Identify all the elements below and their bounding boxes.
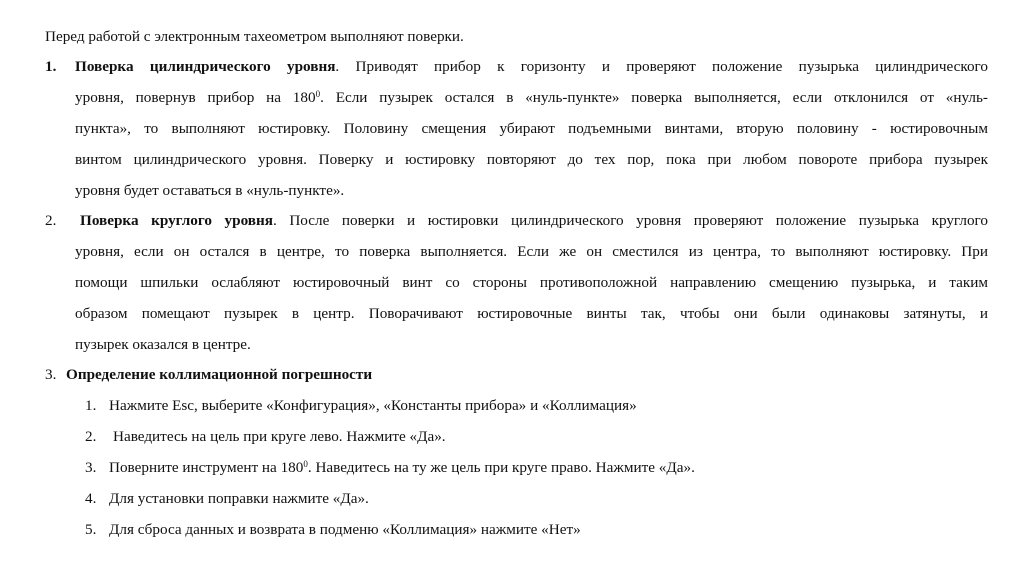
item2-line5: пузырек оказался в центре. xyxy=(75,336,251,353)
step3-sup: 0 xyxy=(303,459,308,469)
step2-text: Наведитесь на цель при круге лево. Нажмите «Да». xyxy=(113,428,446,445)
step5-text: Для сброса данных и возврата в подменю «Коллимация» нажмите «Нет» xyxy=(109,521,581,538)
item1-title: Поверка цилиндрического уровня xyxy=(75,58,336,75)
step1-text: Нажмите Esc, выберите «Конфигурация», «Константы прибора» и «Коллимация» xyxy=(109,397,637,414)
item1-line4: винтом цилиндрического уровня. Поверку и юстировку повторяют до тех пор, пока при любом повороте прибора пузырек xyxy=(75,151,988,168)
step3-number: 3. xyxy=(85,459,97,476)
item1-line2-sup: 0 xyxy=(315,89,321,99)
item1-line3: пункта», то выполняют юстировку. Половину смещения убирают подъемными винтами, вторую половину - юстировочным xyxy=(75,120,988,137)
item1-line2 xyxy=(75,88,988,108)
item3-title xyxy=(66,365,372,385)
item2-line1 xyxy=(80,211,988,231)
item2-title: Поверка круглого уровня xyxy=(80,212,273,229)
step4-text: Для установки поправки нажмите «Да». xyxy=(109,490,369,507)
item1-line2-post: . Если пузырек остался в «нуль-пункте» поверка выполняется, если отклонился от «нуль- xyxy=(320,89,988,106)
item1-line1 xyxy=(75,57,988,77)
item1-line2-pre: уровня, повернув прибор на 180 xyxy=(75,89,316,106)
step2-number: 2. xyxy=(85,428,97,445)
intro-text: Перед работой с электронным тахеометром выполняют поверки. xyxy=(45,28,464,45)
item2-number: 2. xyxy=(45,212,57,229)
item2-line4: образом помещают пузырек в центр. Поворачивают юстировочные винты так, чтобы они были одинаковы затянуты, и xyxy=(75,305,988,322)
item3-title-text: Определение коллимационной погрешности xyxy=(66,366,373,383)
step5-number: 5. xyxy=(85,521,97,538)
step3-post: . Наведитесь на ту же цель при круге право. Нажмите «Да». xyxy=(307,459,695,476)
item2-line2: уровня, если он остался в центре, то поверка выполняется. Если же он сместился из центра, то выполняют юстировку. При xyxy=(75,243,988,260)
item2-line1-rest: . После поверки и юстировки цилиндрического уровня проверяют положение пузырька круглого xyxy=(272,212,989,229)
item1-line1-rest: . Приводят прибор к горизонту и проверяют положение пузырька цилиндрического xyxy=(335,58,988,75)
step1-number: 1. xyxy=(85,397,97,414)
item1-number: 1. xyxy=(45,58,57,75)
step3-pre: Поверните инструмент на 180 xyxy=(109,459,304,476)
item1-line5: уровня будет оставаться в «нуль-пункте». xyxy=(75,182,345,199)
item2-line3: помощи шпильки ослабляют юстировочный винт со стороны противоположной направлению смещению пузырька, и таким xyxy=(75,274,988,291)
step3-text xyxy=(109,458,695,478)
step4-number: 4. xyxy=(85,490,97,507)
item3-number: 3. xyxy=(45,366,57,383)
